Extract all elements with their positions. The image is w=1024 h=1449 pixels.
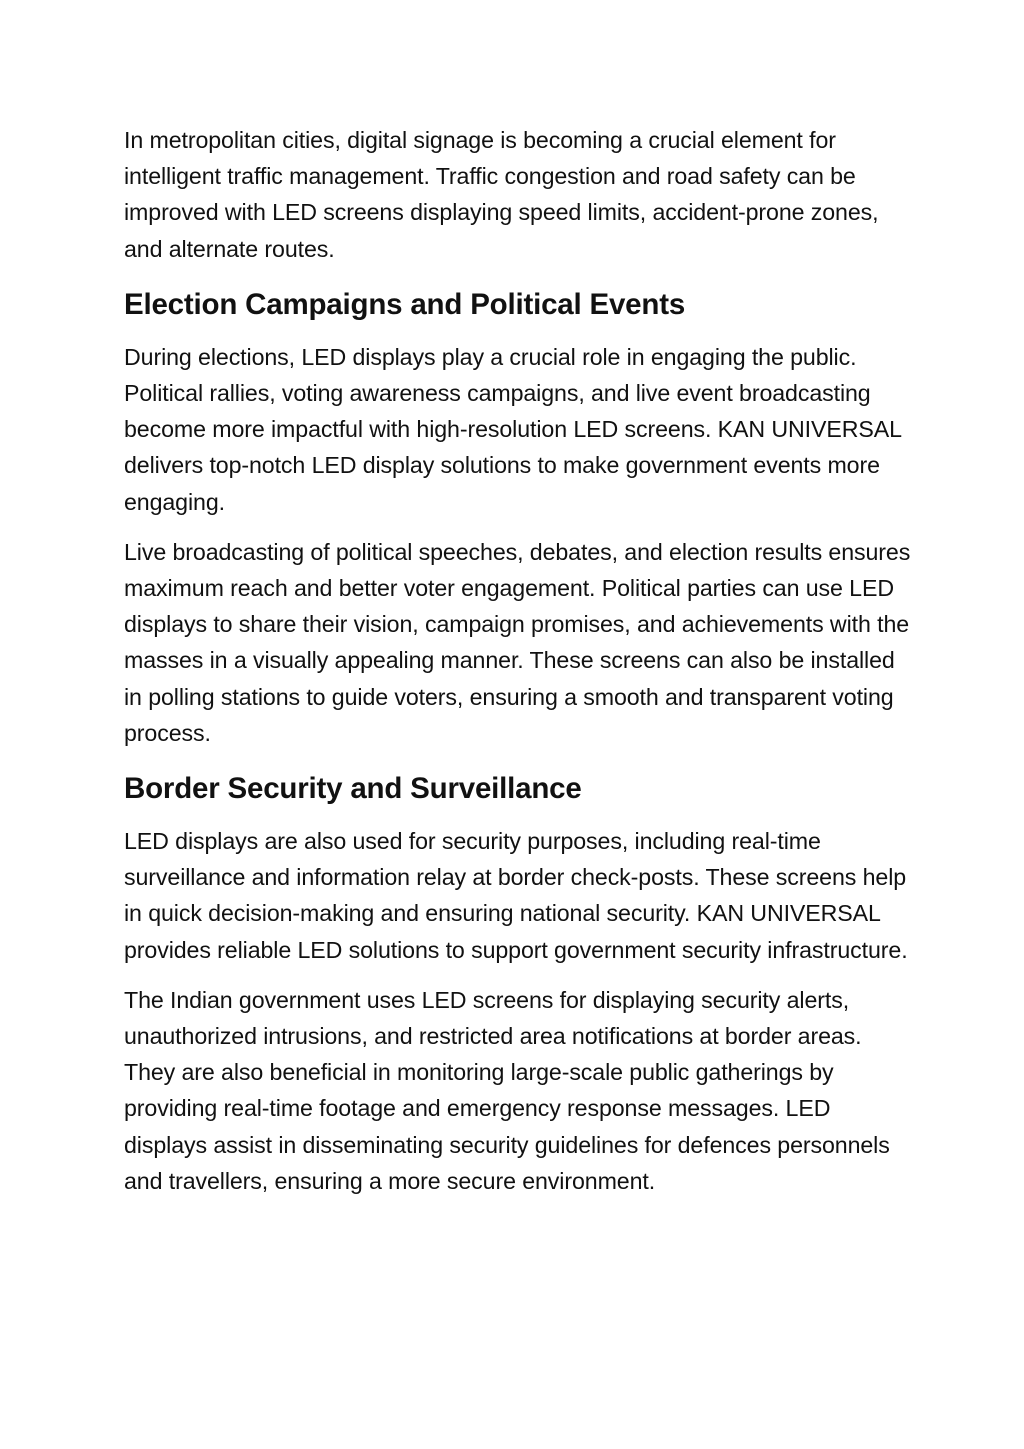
election-paragraph-1: During elections, LED displays play a crucial role in engaging the public. Political rallies, voting awareness campaigns, and live event broadcasting become more impactful with high-resolution LED screens. KAN UNIVERSAL delivers top-notch LED display solutions to make government events more engaging. <box>124 343 902 515</box>
border-paragraph-1: LED displays are also used for security purposes, including real-time surveillance and information relay at border check-posts. These screens help in quick decision-making and ensuring national security. KAN UNIVERSAL provides reliable LED solutions to support government security infrastructure. <box>124 828 908 963</box>
border-paragraph-2: The Indian government uses LED screens for displaying security alerts, unauthorized intrusions, and restricted area notifications at border areas. They are also beneficial in monitoring large-scale public gatherings by providing real-time footage and emergency response messages. LED displays assist in disseminating security guidelines for defences personnels and travellers, ensuring a more secure environment. <box>124 986 890 1194</box>
intro-paragraph: In metropolitan cities, digital signage is becoming a crucial element for intelligent traffic management. Traffic congestion and road safety can be improved with LED screens displaying speed limits, accident-prone zones, and alternate routes. <box>124 127 879 262</box>
section-heading-election: Election Campaigns and Political Events <box>124 287 686 321</box>
election-paragraph-2: Live broadcasting of political speeches, debates, and election results ensures maximum reach and better voter engagement. Political parties can use LED displays to share their vision, campaign promises, and achievements with the masses in a visually appealing manner. These screens can also be installed in polling stations to guide voters, ensuring a smooth and transparent voting process. <box>124 538 911 746</box>
section-heading-border-security: Border Security and Surveillance <box>124 772 582 806</box>
document-page <box>124 122 914 1199</box>
